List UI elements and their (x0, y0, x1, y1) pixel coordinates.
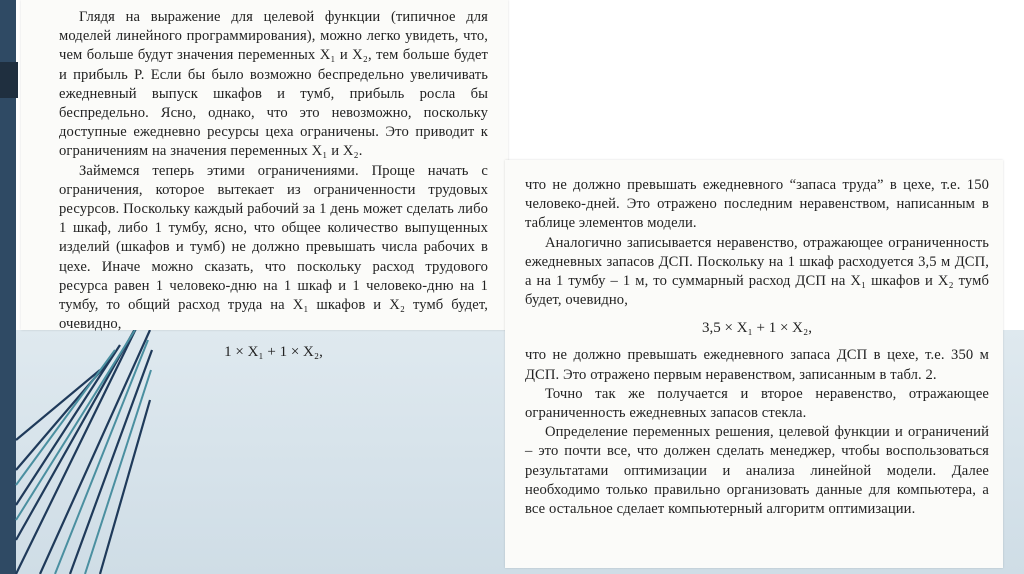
document-page-left (21, 0, 508, 361)
left-paragraph-objective: Глядя на выражение для целевой функции (типичное для моделей линейного программирования), можно легко увидеть, что, чем больше будут значения переменных X₁ и X₂, тем больше будет и прибыль P. Если бы было возможно беспредельно увеличивать ежедневный выпуск шкафов и тумб, прибыль росла бы беспредельно. Ясно, однако, что это невозможно, поскольку доступные ежедневно ресурсы цеха ограничены. Это приводит к ограничениям на значения переменных X₁ и X₂. (59, 9, 488, 160)
right-paragraph-dsp-limit: что не должно превышать ежедневного запаса ДСП в цехе, т.е. 350 м ДСП. Это отражено первым неравенством, записанным в табл. 2. (525, 347, 989, 383)
right-paragraph-dsp-constraint: Аналогично записывается неравенство, отражающее ограниченность ежедневных запасов ДСП. Поскольку на 1 шкаф расходуется 3,5 м ДСП, а на 1 тумбу – 1 м, то суммарный расход ДСП на X₁ шкафов и X₂ тумб будет, очевидно, (525, 234, 989, 309)
formula-labor: 1 × X₁ + 1 × X₂, (224, 344, 323, 361)
right-paragraph-summary: Определение переменных решения, целевой функции и ограничений – это почти все, что должен сделать менеджер, чтобы воспользоваться результатами оптимизации и анализа линейной модели. Далее необходимо только правильно организовать данные для компьютера, а все остальное сделает компьютерный алгоритм оптимизации. (525, 424, 989, 518)
formula-dsp: 3,5 × X₁ + 1 × X₂, (701, 320, 812, 337)
right-paragraph-glass: Точно так же получается и второе неравенство, отражающее ограниченность ежедневных запасов стекла. (525, 385, 989, 422)
right-paragraph-labor-limit: что не должно превышать ежедневного “запаса труда” в цехе, т.е. 150 человеко-дней. Это отражено последним неравенством, написанным в таблице элементов модели. (525, 177, 989, 232)
document-page-right (505, 160, 1003, 568)
left-paragraph-labor-constraint: Займемся теперь этими ограничениями. Проще начать с ограничения, которое вытекает из ограниченности трудовых ресурсов. Поскольку каждый рабочий за 1 день может сделать либо 1 шкаф, либо 1 тумбу, ясно, что общее количество выпущенных изделий (шкафов и тумб) не должно превышать числа рабочих в цехе. Иначе можно сказать, что поскольку расход трудового ресурса равен 1 человеко-дню на 1 шкаф и 1 человеко-дню на 1 тумбу, то общий расход труда на X₁ шкафов и X₂ тумб будет, очевидно, (59, 162, 488, 333)
